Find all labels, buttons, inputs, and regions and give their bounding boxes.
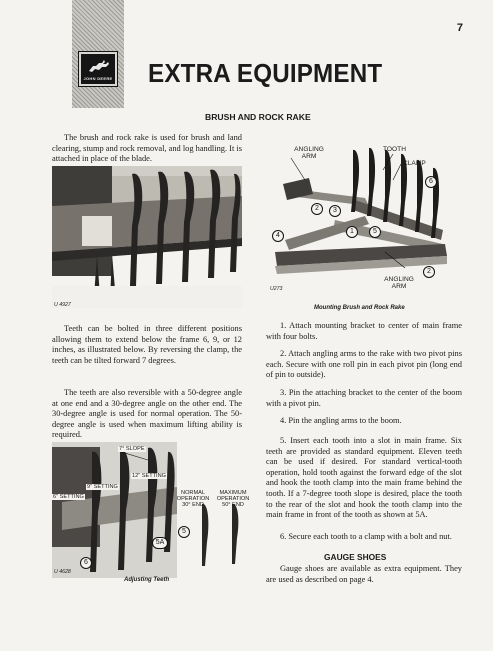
callout-2-bottom: 2 <box>423 266 435 278</box>
callout-5a: 5A <box>152 537 168 549</box>
intro-paragraph: The brush and rock rake is used for brush and land clearing, stump and rock removal, and log handling. It is attached in place of the blade. <box>52 133 242 164</box>
mounting-caption: Mounting Brush and Rock Rake <box>314 305 405 311</box>
callout-6: 6 <box>80 557 92 569</box>
callout-1: 1 <box>346 226 358 238</box>
callout-3: 3 <box>329 205 341 217</box>
label-clamp: CLAMP <box>403 160 426 167</box>
rake-photo-code: U 4927 <box>54 302 71 308</box>
gauge-shoes-paragraph: Gauge shoes are available as extra equipment. They are used as described on page 4. <box>266 564 462 584</box>
callout-2-top: 2 <box>311 203 323 215</box>
deer-icon <box>87 57 111 75</box>
page-number: 7 <box>456 22 463 34</box>
page-title: EXTRA EQUIPMENT <box>148 58 383 88</box>
rake-photo <box>52 166 242 308</box>
john-deere-logo <box>79 52 117 86</box>
label-angling-arm-bottom: ANGLING ARM <box>384 276 414 290</box>
logo-text: JOHN DEERE <box>83 76 113 81</box>
adjusting-teeth-caption: Adjusting Teeth <box>124 577 170 583</box>
label-12-setting: 12" SETTING <box>132 473 167 479</box>
step-1: 1. Attach mounting bracket to center of main frame with four bolts. <box>266 321 462 341</box>
teeth-paragraph: Teeth can be bolted in three different positions allowing them to extend below the frame 6, 9, or 12 inches, as illustrated below. By reversing the clamp, the teeth can be tilted forward 7 degrees. <box>52 324 242 365</box>
step-5: 5. Insert each tooth into a slot in main frame. Six teeth are provided as standard equipment. Eleven teeth can be used if desired. For standard vertical-tooth operation, hold tooth against the forward edge of the slot and hook the tooth clamp into the main frame behind the tooth. If a 7-degree tooth slope is desired, place the tooth to the rear of the slot and hook the tooth clamp into the main frame in front of the tooth as shown at 5A. <box>266 436 462 520</box>
section-heading: BRUSH AND ROCK RAKE <box>205 112 311 122</box>
gauge-shoes-heading: GAUGE SHOES <box>324 552 387 562</box>
label-normal-operation: NORMAL OPERATION 30° END <box>176 490 210 509</box>
label-9-setting: 9" SETTING <box>87 484 118 490</box>
step-3: 3. Pin the attaching bracket to the center of the boom with a pivot pin. <box>266 388 462 408</box>
label-maximum-operation: MAXIMUM OPERATION 50° END <box>216 490 250 509</box>
callout-5-mount: 5 <box>369 226 381 238</box>
label-tooth: TOOTH <box>383 146 406 153</box>
step-4: 4. Pin the angling arms to the boom. <box>280 416 402 425</box>
label-6-setting: 6" SETTING <box>53 494 84 500</box>
reversible-paragraph: The teeth are also reversible with a 50-degree angle at one end and a 30-degree angle on the other end. The 30-degree angle is used for normal operation. The 50-degree angle is used when maximum lifting ability is required. <box>52 388 242 440</box>
callout-4: 4 <box>272 230 284 242</box>
callout-6-mount: 6 <box>425 176 437 188</box>
callout-5: 5 <box>178 526 190 538</box>
label-7-slope: 7° SLOPE <box>119 446 145 452</box>
step-2: 2. Attach angling arms to the rake with two pivot pins each. Secure with one roll pin in each pivot pin (long end of pin to outside). <box>266 349 462 380</box>
step-6: 6. Secure each tooth to a clamp with a bolt and nut. <box>280 532 452 541</box>
mounting-figure-code: U273 <box>270 286 283 292</box>
label-angling-arm-top: ANGLING ARM <box>294 146 324 160</box>
adjusting-figure-code: U 4628 <box>54 569 71 575</box>
